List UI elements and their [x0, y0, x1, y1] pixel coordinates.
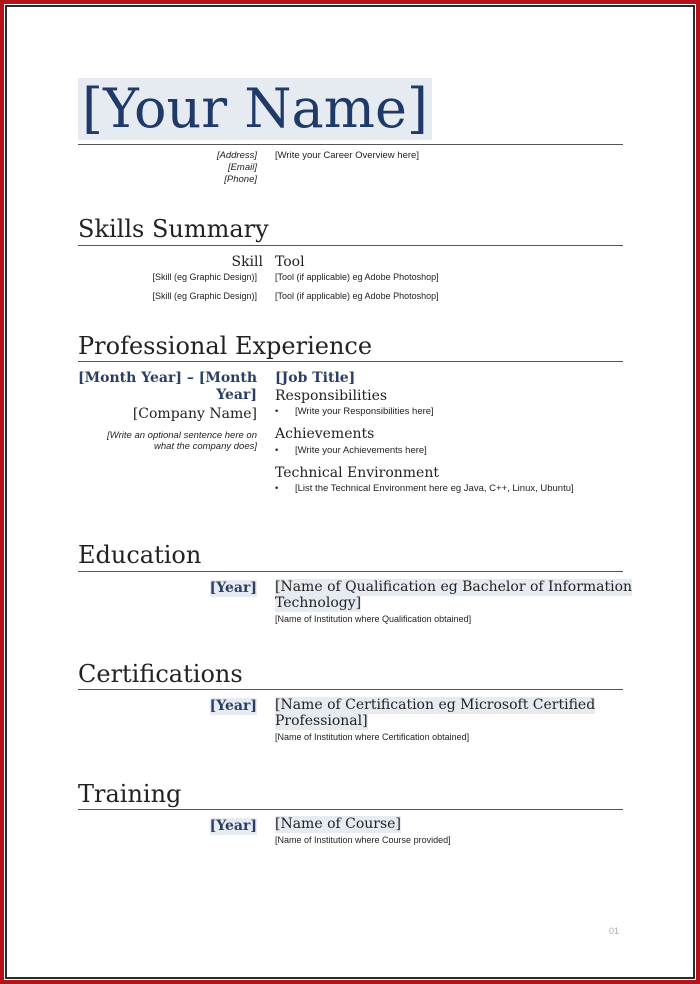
page-number: 01 — [609, 926, 620, 936]
achievements-label: Achievements — [275, 426, 375, 442]
name-rule — [78, 144, 623, 145]
certification-name-line1[interactable]: [Name of Certification eg Microsoft Certified — [275, 697, 596, 713]
career-overview[interactable]: [Write your Career Overview here] — [275, 150, 419, 161]
responsibilities-label: Responsibilities — [275, 388, 388, 404]
bullet-icon: • — [275, 483, 279, 494]
certification-name-line2[interactable]: Professional] — [275, 713, 368, 729]
education-qualification-line2[interactable]: Technology] — [275, 595, 362, 611]
tool-row-1[interactable]: [Tool (if applicable) eg Adobe Photoshop] — [275, 272, 439, 282]
experience-rule — [78, 361, 623, 362]
certification-year[interactable]: [Year] — [209, 698, 257, 714]
skills-col-skill: Skill — [231, 254, 263, 270]
skills-rule — [78, 245, 623, 246]
responsibilities-text: [Write your Responsibilities here] — [295, 406, 434, 417]
certifications-title: Certifications — [78, 660, 243, 688]
tech-environment-label: Technical Environment — [275, 465, 439, 481]
education-institution[interactable]: [Name of Institution where Qualification obtained] — [275, 614, 472, 624]
bullet-icon: • — [275, 406, 279, 417]
bullet-icon: • — [275, 445, 279, 456]
training-institution[interactable]: [Name of Institution where Course provided] — [275, 835, 451, 845]
education-title: Education — [78, 541, 202, 569]
experience-dates-line2[interactable]: Year] — [216, 387, 257, 403]
company-name[interactable]: [Company Name] — [132, 406, 257, 422]
education-year[interactable]: [Year] — [209, 580, 257, 596]
skills-col-tool: Tool — [275, 254, 305, 270]
tech-environment-item[interactable] — [275, 483, 574, 495]
phone[interactable]: [Phone] — [224, 174, 257, 185]
training-rule — [78, 809, 623, 810]
training-title: Training — [78, 780, 182, 808]
training-course[interactable]: [Name of Course] — [275, 816, 401, 832]
experience-dates-line1[interactable]: [Month Year] – [Month — [78, 370, 257, 386]
tech-environment-text: [List the Technical Environment here eg Java, C++, Linux, Ubuntu] — [295, 483, 574, 494]
tool-row-2[interactable]: [Tool (if applicable) eg Adobe Photoshop] — [275, 291, 439, 301]
achievements-text: [Write your Achievements here] — [295, 445, 427, 456]
job-title[interactable]: [Job Title] — [275, 370, 356, 386]
education-rule — [78, 571, 623, 572]
certifications-rule — [78, 689, 623, 690]
training-year[interactable]: [Year] — [209, 818, 257, 834]
certification-institution[interactable]: [Name of Institution where Certification obtained] — [275, 732, 470, 742]
company-description-line1[interactable]: [Write an optional sentence here on — [107, 430, 257, 441]
education-qualification-line1[interactable]: [Name of Qualification eg Bachelor of Information — [275, 579, 633, 595]
skill-row-2[interactable]: [Skill (eg Graphic Design)] — [152, 291, 257, 301]
address[interactable]: [Address] — [216, 150, 257, 161]
company-description-line2[interactable]: what the company does] — [154, 441, 257, 452]
responsibilities-item[interactable] — [275, 406, 434, 418]
name-heading[interactable]: [Your Name] — [78, 78, 432, 140]
email[interactable]: [Email] — [227, 162, 257, 173]
experience-title: Professional Experience — [78, 332, 373, 360]
skill-row-1[interactable]: [Skill (eg Graphic Design)] — [152, 272, 257, 282]
skills-title: Skills Summary — [78, 215, 269, 243]
achievements-item[interactable] — [275, 445, 427, 457]
